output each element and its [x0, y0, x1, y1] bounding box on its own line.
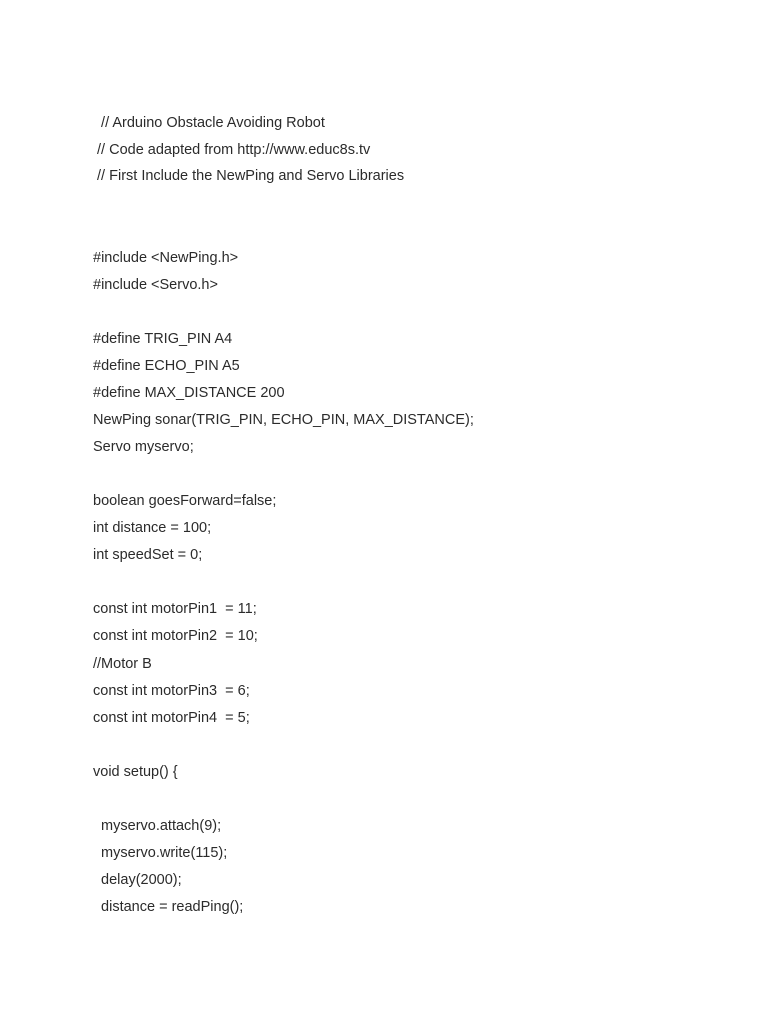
code-line-newping-sonar: NewPing sonar(TRIG_PIN, ECHO_PIN, MAX_DISTANCE); [93, 412, 474, 428]
code-line-distance: int distance = 100; [93, 520, 212, 536]
code-line-motorpin2: const int motorPin2 = 10; [93, 628, 258, 644]
code-line-servo-attach: myservo.attach(9); [93, 818, 222, 834]
code-line-void-setup: void setup() { [93, 764, 178, 780]
code-line-comment-motor-b: //Motor B [93, 656, 152, 672]
code-line-motorpin4: const int motorPin4 = 5; [93, 710, 250, 726]
code-line-motorpin1: const int motorPin1 = 11; [93, 601, 257, 617]
code-line-include-newping: #include <NewPing.h> [93, 250, 239, 266]
code-line-comment-source: // Code adapted from http://www.educ8s.tv [93, 142, 371, 158]
code-line-define-trig: #define TRIG_PIN A4 [93, 331, 233, 347]
code-line-servo-decl: Servo myservo; [93, 439, 194, 455]
code-line-motorpin3: const int motorPin3 = 6; [93, 683, 250, 699]
code-line-include-servo: #include <Servo.h> [93, 277, 218, 293]
code-line-comment-title: // Arduino Obstacle Avoiding Robot [93, 115, 325, 131]
code-line-servo-write: myservo.write(115); [93, 845, 228, 861]
code-line-goesforward: boolean goesForward=false; [93, 493, 277, 509]
code-line-define-echo: #define ECHO_PIN A5 [93, 358, 240, 374]
code-line-comment-include: // First Include the NewPing and Servo Libraries [93, 168, 405, 184]
code-line-delay: delay(2000); [93, 872, 182, 888]
code-line-read-ping: distance = readPing(); [93, 899, 244, 915]
code-line-speedset: int speedSet = 0; [93, 547, 203, 563]
code-line-define-maxdist: #define MAX_DISTANCE 200 [93, 385, 285, 401]
